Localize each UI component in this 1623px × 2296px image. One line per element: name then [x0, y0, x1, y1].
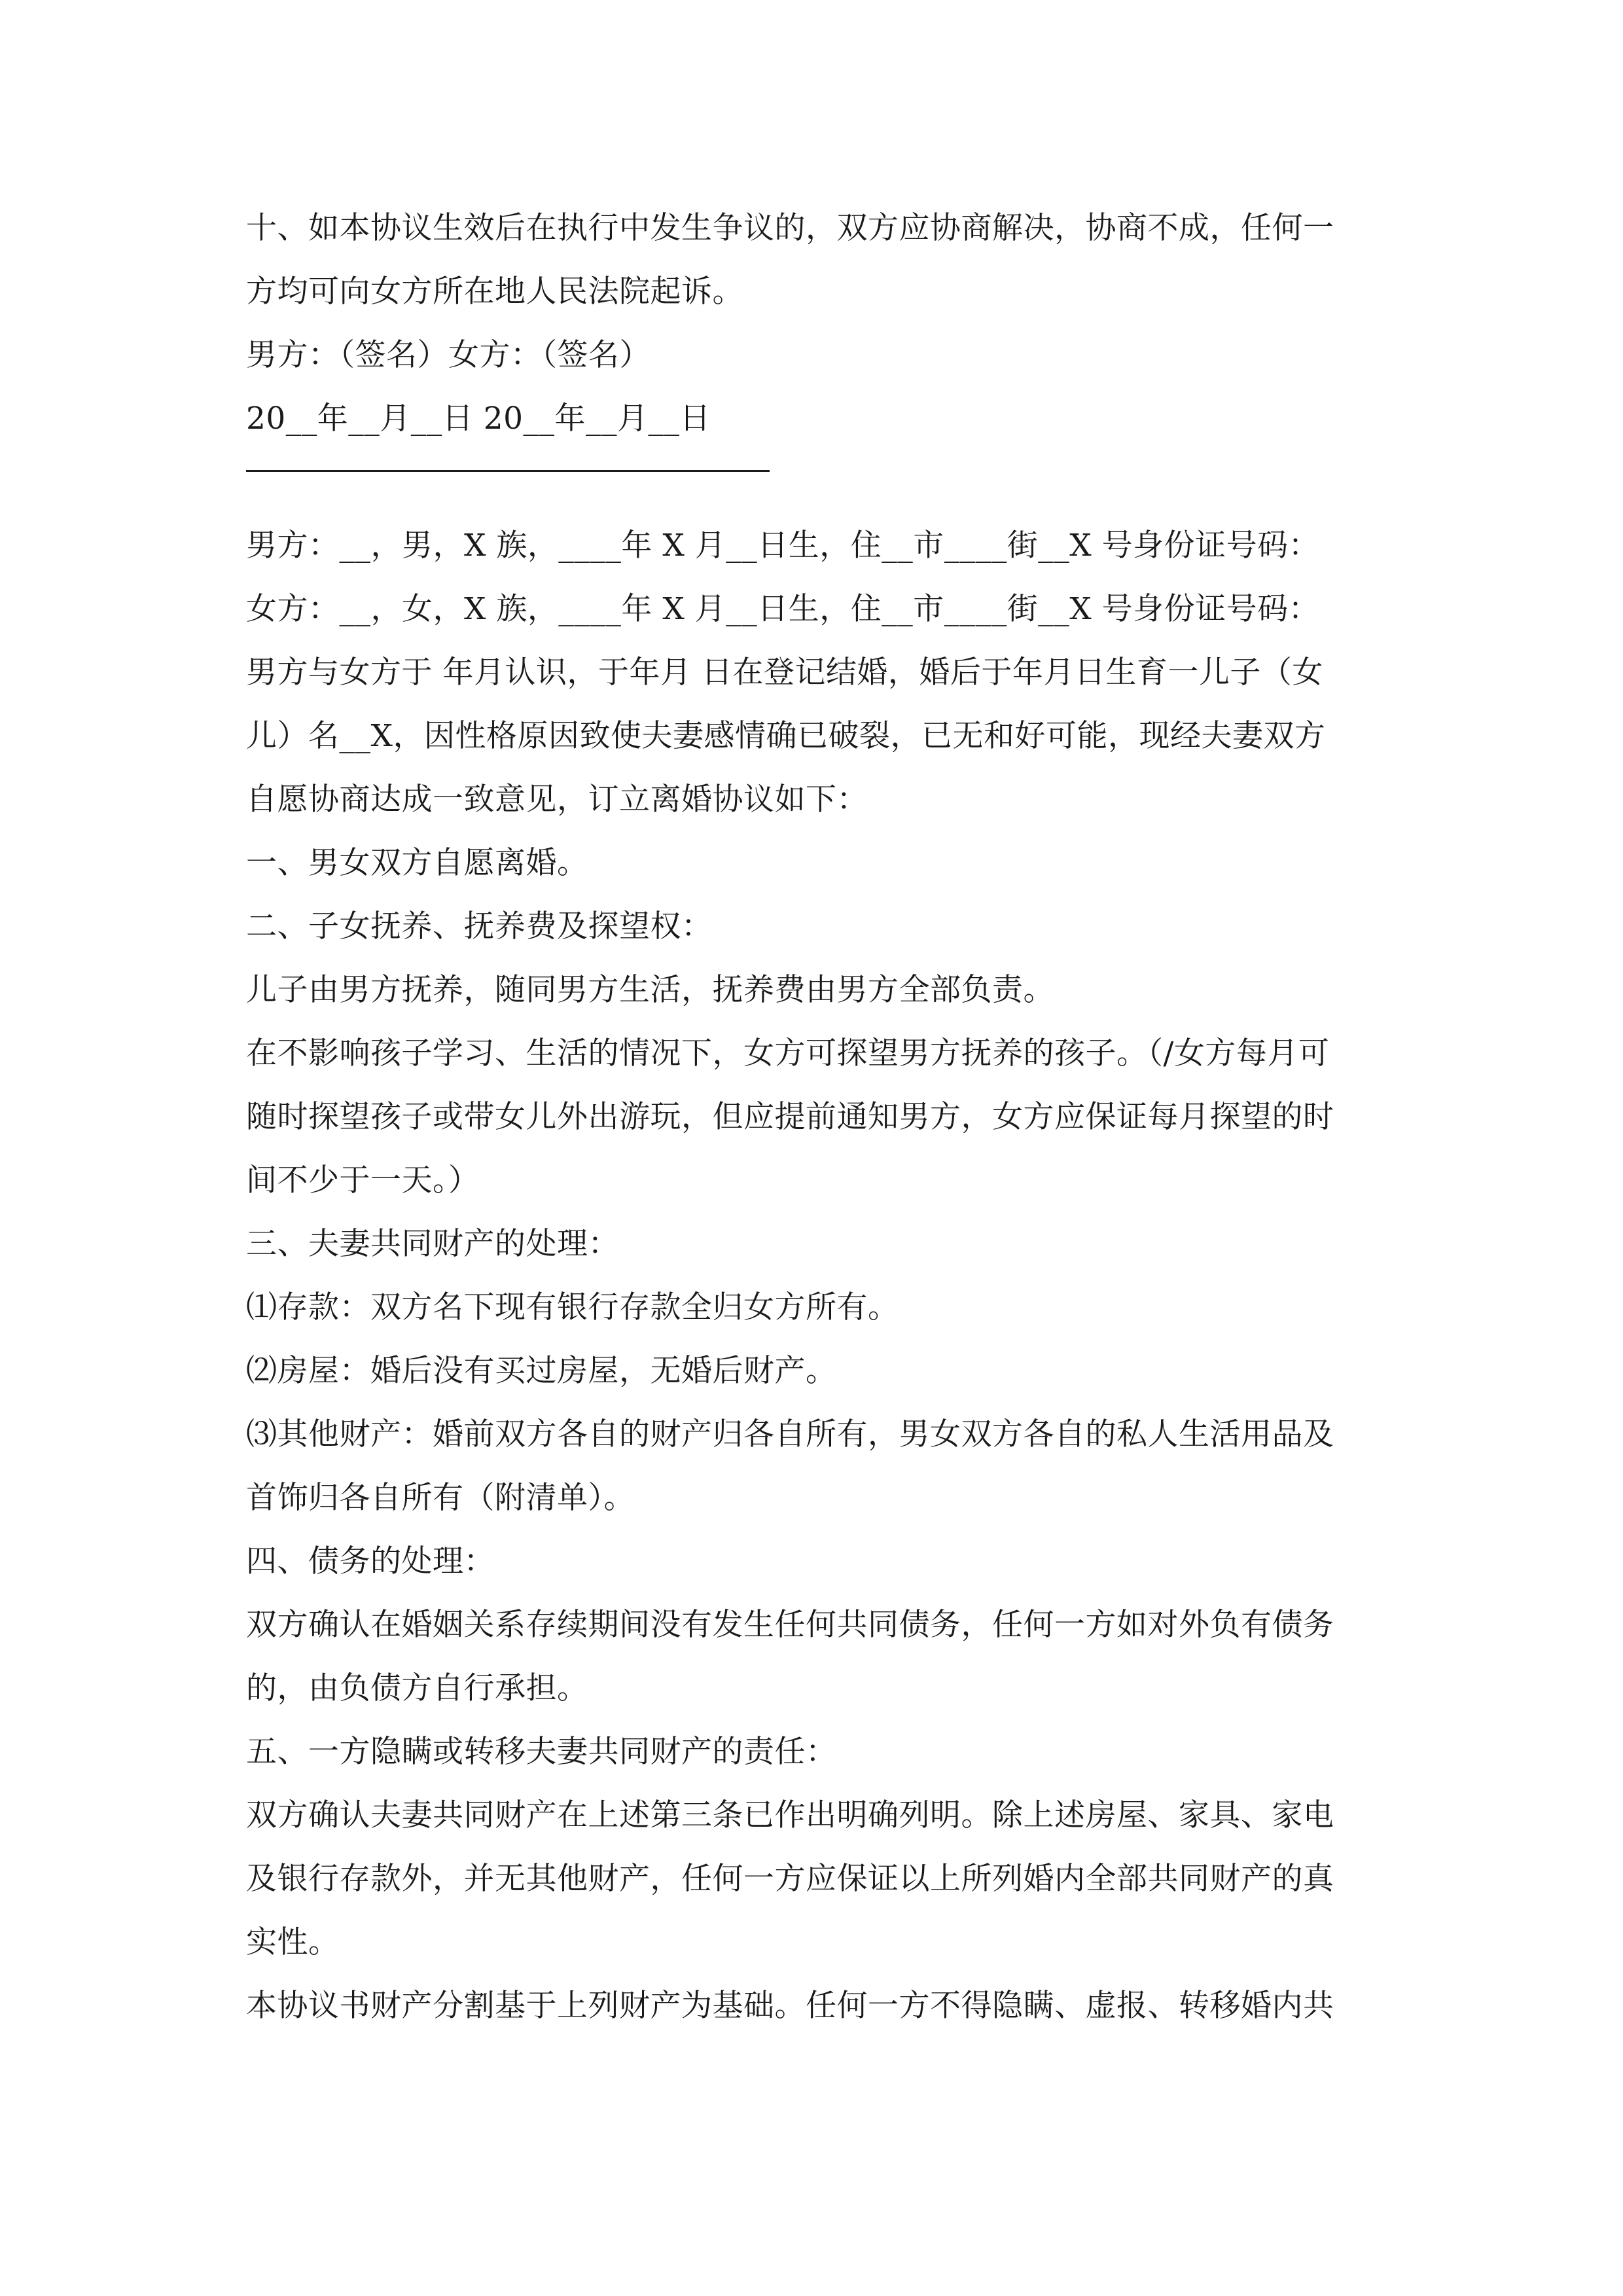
text-line: 儿）名__X，因性格原因致使夫妻感情确已破裂，已无和好可能，现经夫妻双方	[246, 718, 1326, 754]
text-line: 儿子由男方抚养，随同男方生活，抚养费由男方全部负责。	[246, 972, 1054, 1008]
text-line: 本协议书财产分割基于上列财产为基础。任何一方不得隐瞒、虚报、转移婚内共	[246, 1988, 1334, 2024]
section-heading: 五、一方隐瞒或转移夫妻共同财产的责任：	[246, 1734, 837, 1770]
text-line: 方均可向女方所在地人民法院起诉。	[246, 274, 743, 310]
date-line: 20__年__月__日 20__年__月__日	[246, 401, 711, 437]
section-divider	[246, 450, 1385, 514]
divider-rule	[246, 470, 770, 472]
text-line: ⑶其他财产：婚前双方各自的财产归各自所有，男女双方各自的私人生活用品及	[246, 1416, 1334, 1452]
text-line: 在不影响孩子学习、生活的情况下，女方可探望男方抚养的孩子。（/女方每月可	[246, 1035, 1330, 1071]
text-line: 十、如本协议生效后在执行中发生争议的，双方应协商解决，协商不成，任何一	[246, 210, 1334, 246]
text-line: 间不少于一天。）	[246, 1162, 480, 1198]
text-line: 随时探望孩子或带女儿外出游玩，但应提前通知男方，女方应保证每月探望的时	[246, 1099, 1334, 1135]
text-line: 双方确认在婚姻关系存续期间没有发生任何共同债务，任何一方如对外负有债务	[246, 1607, 1334, 1643]
text-line: 双方确认夫妻共同财产在上述第三条已作出明确列明。除上述房屋、家具、家电	[246, 1797, 1334, 1833]
section-heading: 二、子女抚养、抚养费及探望权：	[246, 908, 713, 944]
document-body	[246, 196, 1385, 2037]
text-line: 的，由负债方自行承担。	[246, 1670, 588, 1706]
text-line: 男方：__，男，X 族，____年 X 月__日生，住__市____街__X 号身份证号码：	[246, 528, 1320, 564]
section-heading: 三、夫妻共同财产的处理：	[246, 1226, 619, 1262]
signature-line: 男方：（签名）女方：（签名）	[246, 337, 651, 373]
section-heading: 四、债务的处理：	[246, 1543, 495, 1579]
text-line: 女方：__，女，X 族，____年 X 月__日生，住__市____街__X 号身份证号码：	[246, 591, 1320, 627]
text-line: 男方与女方于 年月认识，于年月 日在登记结婚，婚后于年月日生育一儿子（女	[246, 655, 1323, 691]
text-line: 实性。	[246, 1924, 340, 1960]
text-line: 自愿协商达成一致意见，订立离婚协议如下：	[246, 781, 868, 817]
text-line: ⑵房屋：婚后没有买过房屋，无婚后财产。	[246, 1353, 837, 1389]
text-line: 首饰归各自所有（附清单）。	[246, 1480, 635, 1516]
section-heading: 一、男女双方自愿离婚。	[246, 845, 588, 881]
text-line: 及银行存款外，并无其他财产，任何一方应保证以上所列婚内全部共同财产的真	[246, 1861, 1334, 1897]
text-line: ⑴存款：双方名下现有银行存款全归女方所有。	[246, 1289, 899, 1325]
